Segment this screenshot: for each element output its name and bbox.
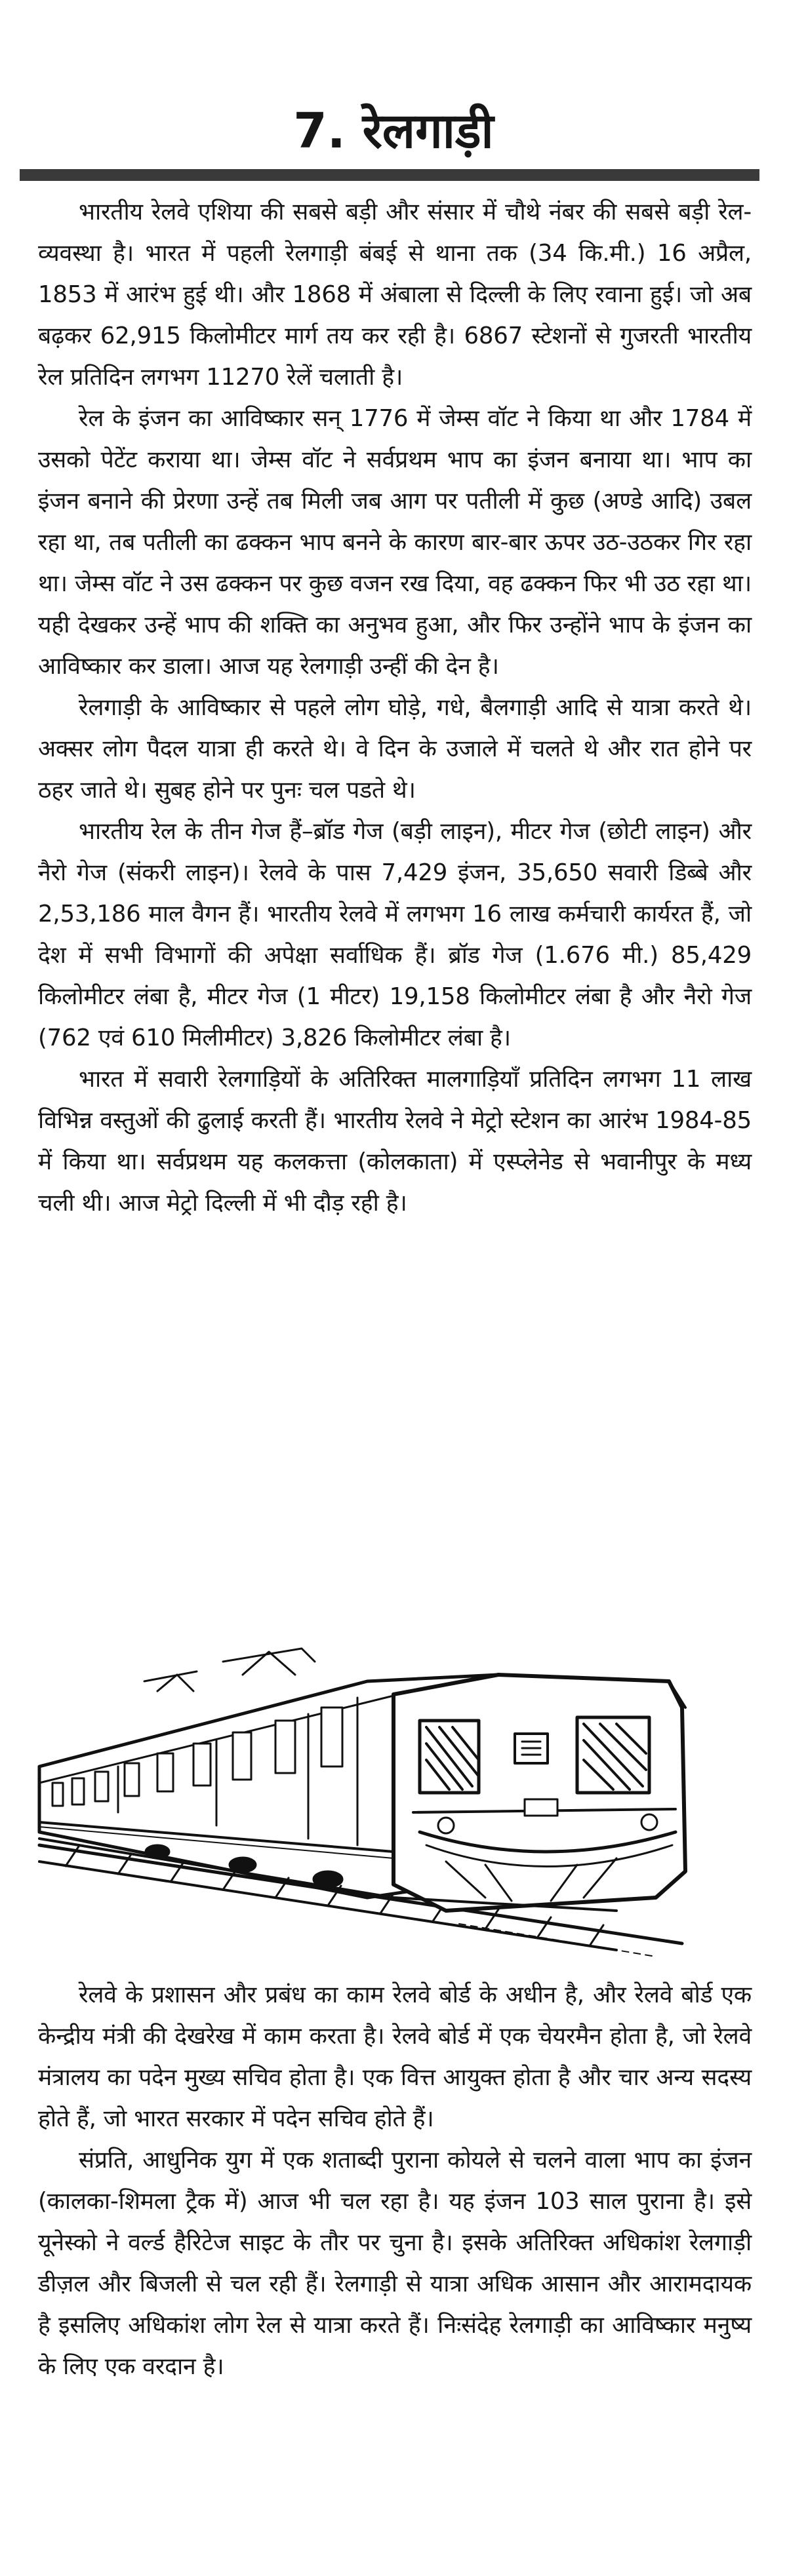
title-underline [20, 169, 759, 181]
page-title: 7. रेलगाड़ी [293, 103, 494, 159]
paragraph: संप्रति, आधुनिक युग में एक शताब्दी पुराना कोयले से चलने वाला भाप का इंजन (कालका-शिमला ट्रैक में) आज भी चल रहा है। यह इंजन 103 साल पुराना है। इसे यूनेस्को ने वर्ल्ड हैरिटेज साइट के तौर पर चुना है। इसके अतिरिक्त अधिकांश रेलगाड़ी डीज़ल और बिजली से चल रही हैं। रेलगाड़ी से यात्रा अधिक आसान और आरामदायक है इसलिए अधिकांश लोग रेल से यात्रा करते हैं। निःसंदेह रेलगाड़ी का आविष्कार मनुष्य के लिए एक वरदान है। [38, 2147, 752, 2380]
paragraph: रेलवे के प्रशासन और प्रबंध का काम रेलवे बोर्ड के अधीन है, और रेलवे बोर्ड एक केन्द्रीय मंत्री की देखरेख में काम करता है। रेलवे बोर्ड में एक चेयरमैन होता है, जो रेलवे मंत्रालय का पदेन मुख्य सचिव होता है। एक वित्त आयुक्त होता है और चार अन्य सदस्य होते हैं, जो भारत सरकार में पदेन सचिव होते हैं। [38, 1981, 752, 2132]
article-body-bottom [38, 1974, 752, 2387]
paragraph: रेल के इंजन का आविष्कार सन् 1776 में जेम्स वॉट ने किया था और 1784 में उसको पेटेंट कराया था। जेम्स वॉट ने सर्वप्रथम भाप का इंजन बनाया था। भाप का इंजन बनाने की प्रेरणा उन्हें तब मिली जब आग पर पतीली में कुछ (अण्डे आदि) उबल रहा था, तब पतीली का ढक्कन भाप बनने के कारण बार-बार ऊपर उठ-उठकर गिर रहा था। जेम्स वॉट ने उस ढक्कन पर कुछ वजन रख दिया, वह ढक्कन फिर भी उठ रहा था। यही देखकर उन्हें भाप की शक्ति का अनुभव हुआ, और फिर उन्होंने भाप के इंजन का आविष्कार कर डाला। आज यह रेलगाड़ी उन्हीं की देन है। [38, 405, 752, 680]
paragraph: भारत में सवारी रेलगाड़ियों के अतिरिक्त मालगाड़ियाँ प्रतिदिन लगभग 11 लाख विभिन्न वस्तुओं की ढुलाई करती हैं। भारतीय रेलवे ने मेट्रो स्टेशन का आरंभ 1984-85 में किया था। सर्वप्रथम यह कलकत्ता (कोलकाता) में एस्प्लेनेड से भवानीपुर के मध्य चली थी। आज मेट्रो दिल्ली में भी दौड़ रही है। [38, 1066, 752, 1217]
electric-train-illustration-icon [26, 1635, 748, 1963]
paragraph: रेलगाड़ी के आविष्कार से पहले लोग घोड़े, गधे, बैलगाड़ी आदि से यात्रा करते थे। अक्सर लोग पैदल यात्रा ही करते थे। वे दिन के उजाले में चलते थे और रात होने पर ठहर जाते थे। सुबह होने पर पुनः चल पडते थे। [38, 694, 752, 804]
paragraph: भारतीय रेल के तीन गेज हैं–ब्रॉड गेज (बड़ी लाइन), मीटर गेज (छोटी लाइन) और नैरो गेज (संकरी लाइन)। रेलवे के पास 7,429 इंजन, 35,650 सवारी डिब्बे और 2,53,186 माल वैगन हैं। भारतीय रेलवे में लगभग 16 लाख कर्मचारी कार्यरत हैं, जो देश में सभी विभागों की अपेक्षा सर्वाधिक हैं। ब्रॉड गेज (1.676 मी.) 85,429 किलोमीटर लंबा है, मीटर गेज (1 मीटर) 19,158 किलोमीटर लंबा है और नैरो गेज (762 एवं 610 मिलीमीटर) 3,826 किलोमीटर लंबा है। [38, 818, 752, 1051]
article-body-top [38, 191, 752, 1224]
paragraph: भारतीय रेलवे एशिया की सबसे बड़ी और संसार में चौथे नंबर की सबसे बड़ी रेल-व्यवस्था है। भारत में पहली रेलगाड़ी बंबई से थाना तक (34 कि.मी.) 16 अप्रैल, 1853 में आरंभ हुई थी। और 1868 में अंबाला से दिल्ली के लिए रवाना हुई। जो अब बढ़कर 62,915 किलोमीटर मार्ग तय कर रही है। 6867 स्टेशनों से गुजरती भारतीय रेल प्रतिदिन लगभग 11270 रेलें चलाती है। [38, 199, 752, 391]
